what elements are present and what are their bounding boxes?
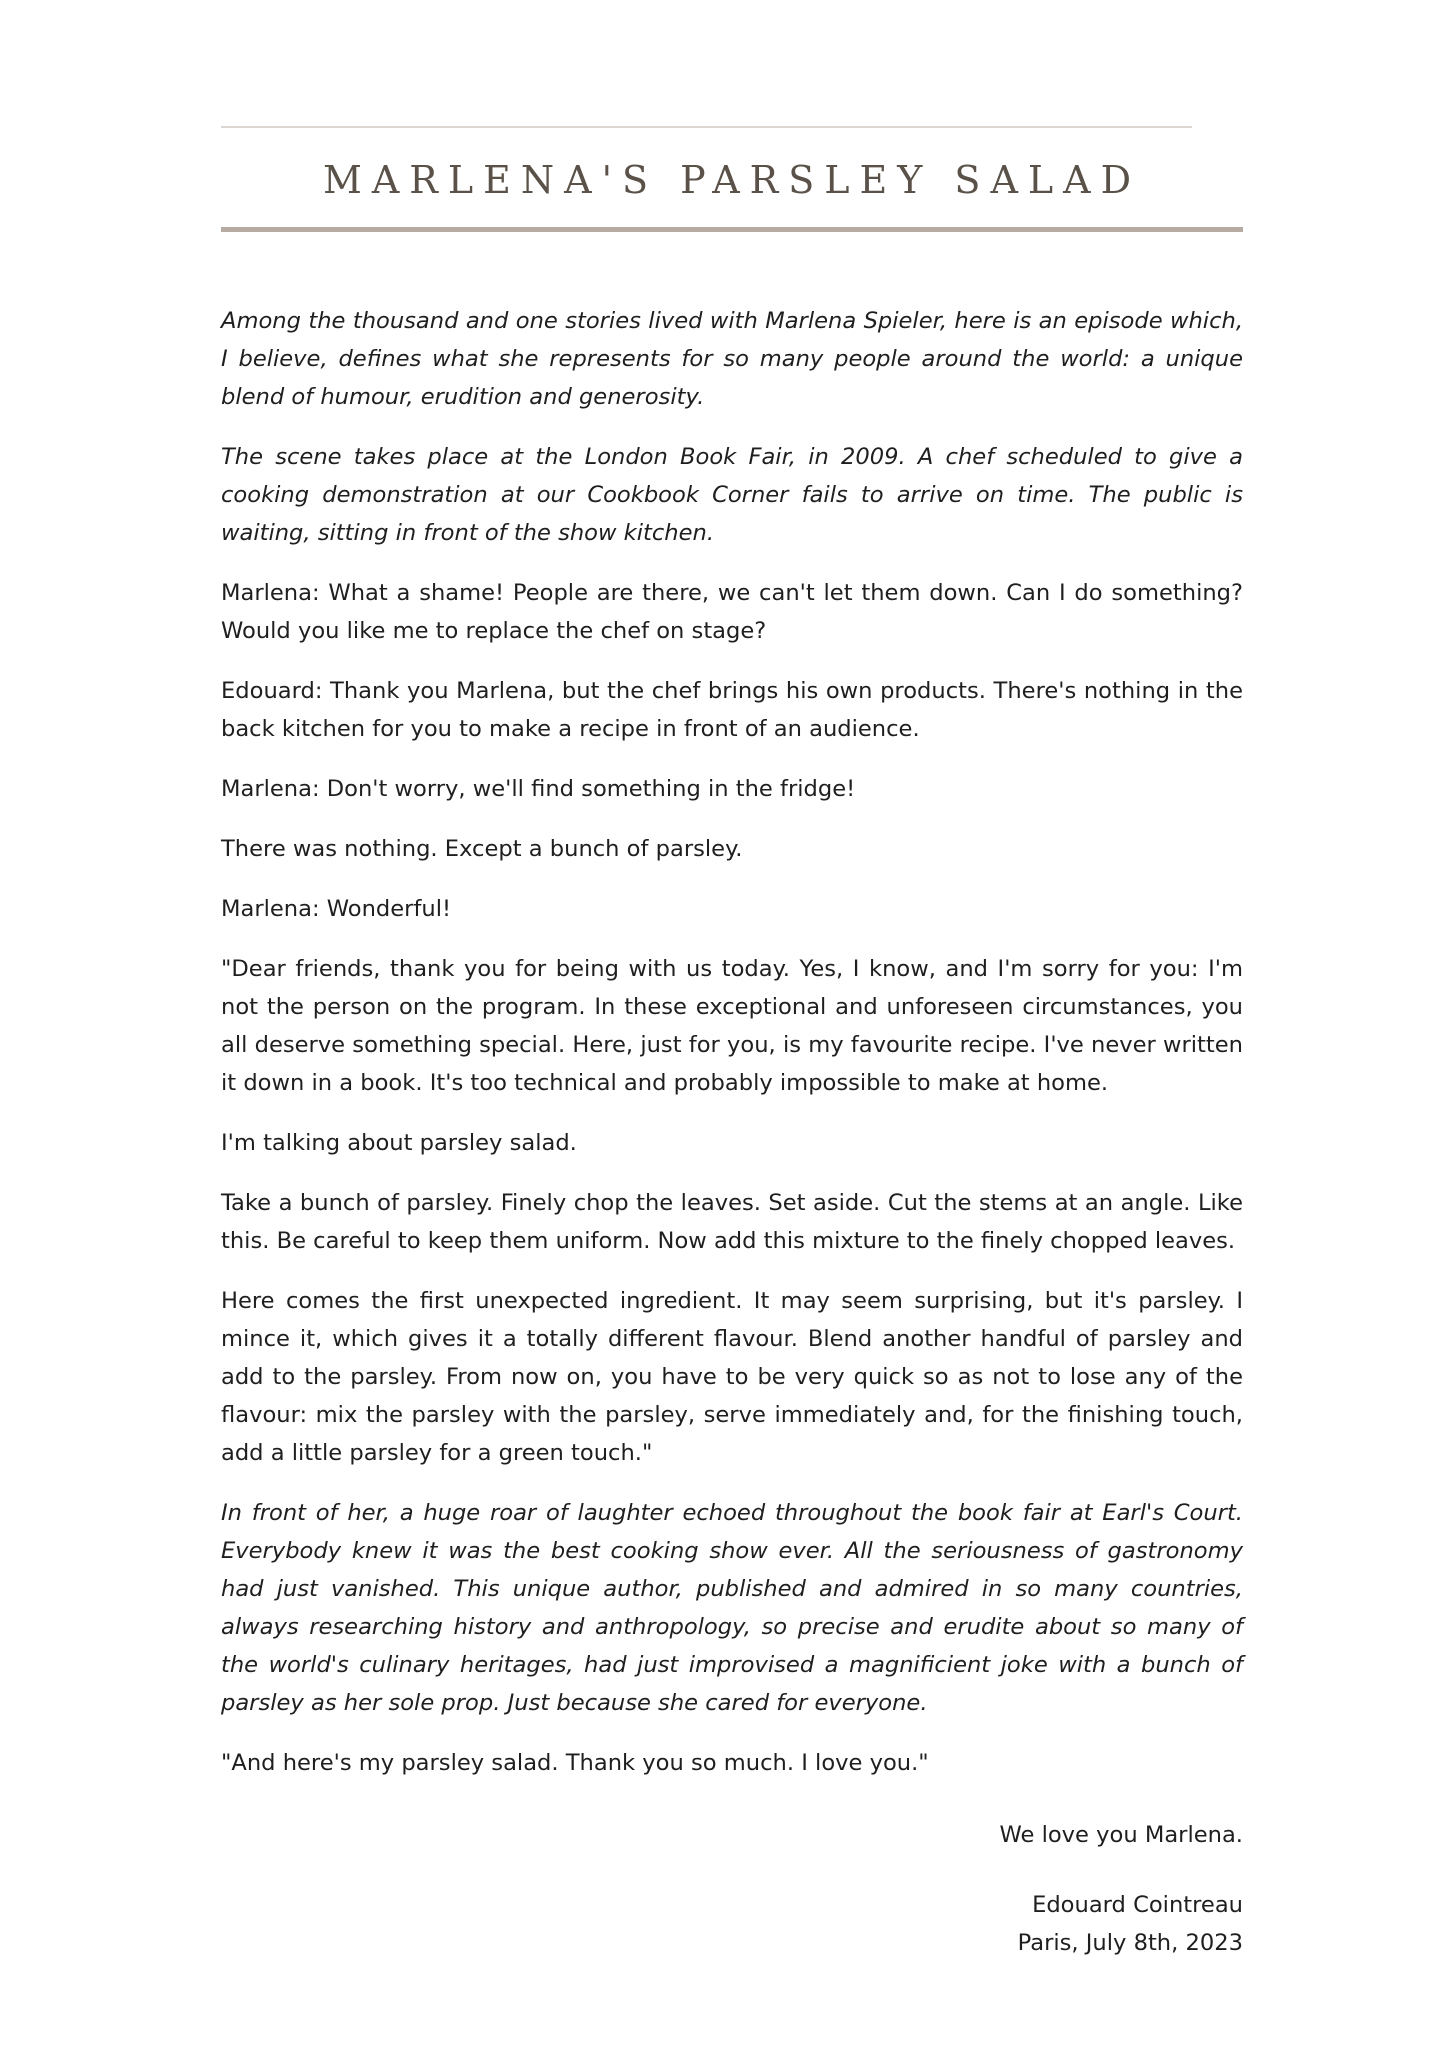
- dialogue-paragraph: Marlena: Don't worry, we'll find something in the fridge!: [221, 776, 856, 802]
- speech-paragraph: I'm talking about parsley salad.: [221, 1130, 577, 1156]
- narration-paragraph: There was nothing. Except a bunch of parsley.: [221, 836, 743, 862]
- title-top-rule: [221, 126, 1192, 128]
- speech-paragraph: "And here's my parsley salad. Thank you so much. I love you.": [221, 1750, 929, 1776]
- dialogue-paragraph: Marlena: What a shame! People are there, we can't let them down. Can I do something? Would you like me to replace the chef on stage?: [221, 580, 1243, 644]
- speech-paragraph: "Dear friends, thank you for being with us today. Yes, I know, and I'm sorry for you: I'm not the person on the program. In these exceptional and unforeseen circumstances, you all deserve something special. Here, just for you, is my favourite recipe. I've never written it down in a book. It's too technical and probably impossible to make at home.: [221, 956, 1243, 1096]
- story-body: [221, 302, 1243, 1804]
- speech-paragraph: Here comes the first unexpected ingredient. It may seem surprising, but it's parsley. I mince it, which gives it a totally different flavour. Blend another handful of parsley and add to the parsley. From now on, you have to be very quick so as not to lose any of the flavour: mix the parsley with the parsley, serve immediately and, for the finishing touch, add a little parsley for a green touch.": [221, 1288, 1243, 1466]
- speech-paragraph: Take a bunch of parsley. Finely chop the leaves. Set aside. Cut the stems at an angle. Like this. Be careful to keep them uniform. Now add this mixture to the finely chopped leaves.: [221, 1190, 1243, 1254]
- title-bottom-rule: [221, 227, 1243, 232]
- closing-line: We love you Marlena.: [999, 1822, 1243, 1848]
- signature-block: [221, 1816, 1243, 1962]
- reflection-paragraph: In front of her, a huge roar of laughter echoed throughout the book fair at Earl's Court. Everybody knew it was the best cooking show ever. All the seriousness of gastronomy had just vanished. This unique author, published and admired in so many countries, always researching history and anthropology, so precise and erudite about so many of the world's culinary heritages, had just improvised a magnificient joke with a bunch of parsley as her sole prop. Just because she cared for everyone.: [221, 1500, 1243, 1716]
- dialogue-paragraph: Edouard: Thank you Marlena, but the chef brings his own products. There's nothing in the back kitchen for you to make a recipe in front of an audience.: [221, 678, 1243, 742]
- page-title: MARLENA'S PARSLEY SALAD: [322, 158, 1142, 202]
- signature-place-date: Paris, July 8th, 2023: [1017, 1930, 1243, 1956]
- intro-paragraph: Among the thousand and one stories lived with Marlena Spieler, here is an episode which, I believe, defines what she represents for so many people around the world: a unique blend of humour, erudition and generosity.: [221, 308, 1243, 410]
- dialogue-paragraph: Marlena: Wonderful!: [221, 896, 452, 922]
- scene-paragraph: The scene takes place at the London Book Fair, in 2009. A chef scheduled to give a cooking demonstration at our Cookbook Corner fails to arrive on time. The public is waiting, sitting in front of the show kitchen.: [221, 444, 1243, 546]
- signature-name: Edouard Cointreau: [1032, 1892, 1243, 1918]
